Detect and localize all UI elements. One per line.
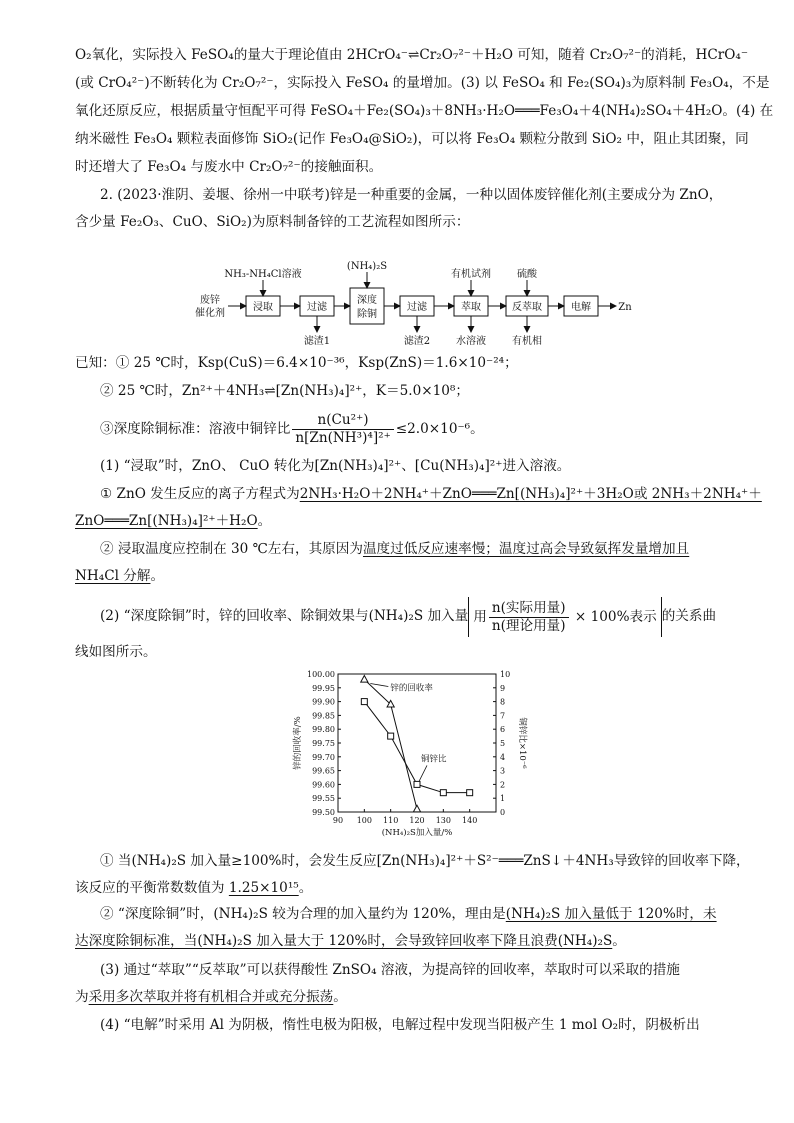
svg-text:有机相: 有机相 bbox=[512, 336, 542, 347]
leader-line bbox=[419, 765, 427, 781]
svg-text:滤渣1: 滤渣1 bbox=[303, 336, 331, 347]
y-right-tick-label: 7 bbox=[500, 711, 506, 721]
square-point bbox=[361, 699, 367, 705]
y-right-tick-label: 9 bbox=[500, 683, 506, 693]
x-tick-label: 130 bbox=[435, 816, 451, 825]
answer-line: 为采用多次萃取并将有机相合并或充分振荡。 bbox=[75, 989, 347, 1005]
svg-text:水溶液: 水溶液 bbox=[456, 336, 486, 347]
y-right-tick-label: 6 bbox=[500, 725, 506, 735]
y-left-tick-label: 100.00 bbox=[307, 670, 335, 679]
svg-text:反萃取: 反萃取 bbox=[512, 302, 542, 313]
y-left-tick-label: 99.50 bbox=[312, 808, 335, 817]
process-flow-diagram bbox=[170, 258, 650, 352]
svg-text:催化剂: 催化剂 bbox=[195, 308, 225, 319]
sub-question-1: (1) “浸取”时，ZnO、 CuO 转化为[Zn(NH₃)₄]²⁺、[Cu(NH₃)₄]²⁺进入溶液。 bbox=[100, 458, 571, 474]
x-tick-label: 140 bbox=[462, 816, 478, 825]
x-tick-label: 120 bbox=[409, 816, 425, 825]
square-point bbox=[388, 733, 394, 739]
y-right-tick-label: 3 bbox=[500, 766, 506, 776]
known-1: 已知：① 25 ℃时，Ksp(CuS)＝6.4×10⁻³⁶，Ksp(ZnS)＝1.6×10⁻²⁴； bbox=[75, 355, 518, 371]
known-3: ③深度除铜标准：溶液中铜锌比 $\frac{\text{n(Cu²⁺)}}{\text{n[Zn(NH³)⁴]²⁺}}$ ≤2.0×10⁻⁶。 bbox=[100, 412, 484, 446]
y-right-tick-label: 0 bbox=[500, 808, 506, 817]
question-title: 2. (2023·淮阴、姜堰、徐州一中联考)锌是一种重要的金属，一种以固体废锌催化剂(主要成分为 ZnO， bbox=[100, 187, 723, 203]
series-line bbox=[364, 680, 417, 810]
svg-text:滤渣2: 滤渣2 bbox=[403, 336, 431, 347]
text-line: 线如图所示。 bbox=[75, 644, 157, 660]
y-right-tick-label: 8 bbox=[500, 697, 506, 707]
triangle-point bbox=[361, 676, 368, 683]
answer-line: ② “深度除铜”时，(NH₄)₂S 较为合理的加入量约为 120%，理由是(NH₄)₂S 加入量低于 120%时，未 bbox=[100, 906, 717, 922]
y-right-axis-label: 铜锌比×10⁻⁶ bbox=[517, 717, 527, 769]
svg-text:萃取: 萃取 bbox=[461, 302, 481, 313]
text-line: 时还增大了 Fe₃O₄ 与废水中 Cr₂O₇²⁻的接触面积。 bbox=[75, 159, 383, 175]
answer-line: ① 当(NH₄)₂S 加入量≥100%时，会发生反应[Zn(NH₃)₄]²⁺＋S²⁻═══ZnS↓＋4NH₃导致锌的回收率下降， bbox=[100, 853, 750, 869]
text-line: 含少量 Fe₂O₃、CuO、SiO₂)为原料制备锌的工艺流程如图所示： bbox=[75, 214, 470, 230]
y-left-tick-label: 99.65 bbox=[312, 766, 335, 776]
series-line bbox=[364, 702, 469, 793]
y-right-tick-label: 1 bbox=[500, 794, 506, 804]
y-left-tick-label: 99.60 bbox=[312, 780, 335, 790]
svg-text:废锌: 废锌 bbox=[200, 295, 220, 306]
answer-line: NH₄Cl 分解。 bbox=[75, 568, 165, 584]
square-point bbox=[467, 790, 473, 796]
y-left-tick-label: 99.85 bbox=[312, 711, 335, 721]
y-left-tick-label: 99.70 bbox=[312, 752, 335, 762]
y-right-tick-label: 10 bbox=[500, 670, 511, 679]
answer-line: ① ZnO 发生反应的离子方程式为2NH₃·H₂O＋2NH₄⁺＋ZnO═══Zn[(NH₃)₄]²⁺＋3H₂O或 2NH₃＋2NH₄⁺＋ bbox=[100, 486, 762, 502]
y-right-tick-label: 2 bbox=[500, 780, 506, 790]
answer-line: ② 浸取温度应控制在 30 ℃左右，其原因为温度过低反应速率慢；温度过高会导致氨挥发量增加且 bbox=[100, 541, 690, 557]
text-line: O₂氧化，实际投入 FeSO₄的量大于理论值由 2HCrO₄⁻⇌Cr₂O₇²⁻＋H₂O 可知，随着 Cr₂O₇²⁻的消耗，HCrO₄⁻ bbox=[75, 47, 749, 63]
series-label-cu: 铜锌比 bbox=[421, 754, 447, 765]
y-left-tick-label: 99.90 bbox=[312, 697, 335, 707]
y-left-axis-label: 锌的回收率/% bbox=[293, 716, 303, 770]
x-axis-label: (NH₄)₂S加入量/% bbox=[381, 828, 453, 838]
y-left-tick-label: 99.95 bbox=[312, 683, 335, 693]
svg-text:Zn: Zn bbox=[618, 302, 632, 313]
answer-line: ZnO═══Zn[(NH₃)₄]²⁺＋H₂O。 bbox=[75, 513, 272, 529]
triangle-point bbox=[413, 805, 420, 812]
answer-line: 达深度除铜标准，当(NH₄)₂S 加入量大于 120%时，会导致锌回收率下降且浪费(NH₄)₂S。 bbox=[75, 933, 626, 949]
sub-question-3: (3) 通过“萃取”“反萃取”可以获得酸性 ZnSO₄ 溶液，为提高锌的回收率，萃取时可以采取的措施 bbox=[100, 962, 680, 978]
sub-question-4: (4) “电解”时采用 Al 为阴极，惰性电极为阳极，电解过程中发现当阳极产生 1 mol O₂时，阴极析出 bbox=[100, 1017, 700, 1033]
y-left-tick-label: 99.75 bbox=[312, 739, 335, 748]
y-right-tick-label: 4 bbox=[500, 752, 506, 762]
x-tick-label: 90 bbox=[332, 816, 344, 825]
leader-line bbox=[370, 684, 388, 687]
text-line: 氧化还原反应，根据质量守恒配平可得 FeSO₄＋Fe₂(SO₄)₃＋8NH₃·H₂O═══Fe₃O₄＋4(NH₄)₂SO₄＋4H₂O。(4) 在 bbox=[75, 103, 774, 119]
svg-text:除铜: 除铜 bbox=[357, 309, 377, 320]
y-left-tick-label: 99.55 bbox=[312, 794, 335, 804]
square-point bbox=[440, 790, 446, 796]
svg-text:深度: 深度 bbox=[357, 295, 377, 306]
x-tick-label: 100 bbox=[356, 816, 372, 825]
recovery-chart bbox=[286, 664, 536, 844]
svg-text:有机试剂: 有机试剂 bbox=[451, 269, 491, 280]
text-line: (或 CrO₄²⁻)不断转化为 Cr₂O₇²⁻，实际投入 FeSO₄ 的量增加。(3) 以 FeSO₄ 和 Fe₂(SO₄)₃为原料制 Fe₃O₄，不是 bbox=[75, 75, 770, 91]
series-label-zinc: 锌的回收率 bbox=[390, 683, 433, 694]
square-point bbox=[414, 781, 420, 787]
svg-text:电解: 电解 bbox=[571, 302, 591, 313]
answer-line: 该反应的平衡常数数值为 1.25×10¹⁵。 bbox=[75, 880, 313, 896]
svg-text:浸取: 浸取 bbox=[253, 302, 273, 313]
svg-text:硫酸: 硫酸 bbox=[517, 269, 537, 280]
svg-text:NH₃-NH₄Cl溶液: NH₃-NH₄Cl溶液 bbox=[224, 269, 302, 280]
x-tick-label: 110 bbox=[383, 816, 399, 825]
svg-text:(NH₄)₂S: (NH₄)₂S bbox=[346, 261, 388, 272]
sub-question-2: (2) “深度除铜”时，锌的回收率、除铜效果与(NH₄)₂S 加入量 用 $\frac{\text{n(实际用量)}}{\text{n(理论用量)}}$ × 100%表示 的关系曲 bbox=[100, 596, 716, 637]
y-left-tick-label: 99.80 bbox=[312, 725, 335, 735]
known-2: ② 25 ℃时，Zn²⁺＋4NH₃⇌[Zn(NH₃)₄]²⁺，K＝5.0×10⁸； bbox=[100, 383, 469, 399]
svg-text:过滤: 过滤 bbox=[407, 302, 427, 313]
text-line: 纳米磁性 Fe₃O₄ 颗粒表面修饰 SiO₂(记作 Fe₃O₄@SiO₂)，可以将 Fe₃O₄ 颗粒分散到 SiO₂ 中，阻止其团聚，同 bbox=[75, 131, 749, 147]
y-right-tick-label: 5 bbox=[500, 739, 506, 748]
svg-text:过滤: 过滤 bbox=[307, 302, 327, 313]
